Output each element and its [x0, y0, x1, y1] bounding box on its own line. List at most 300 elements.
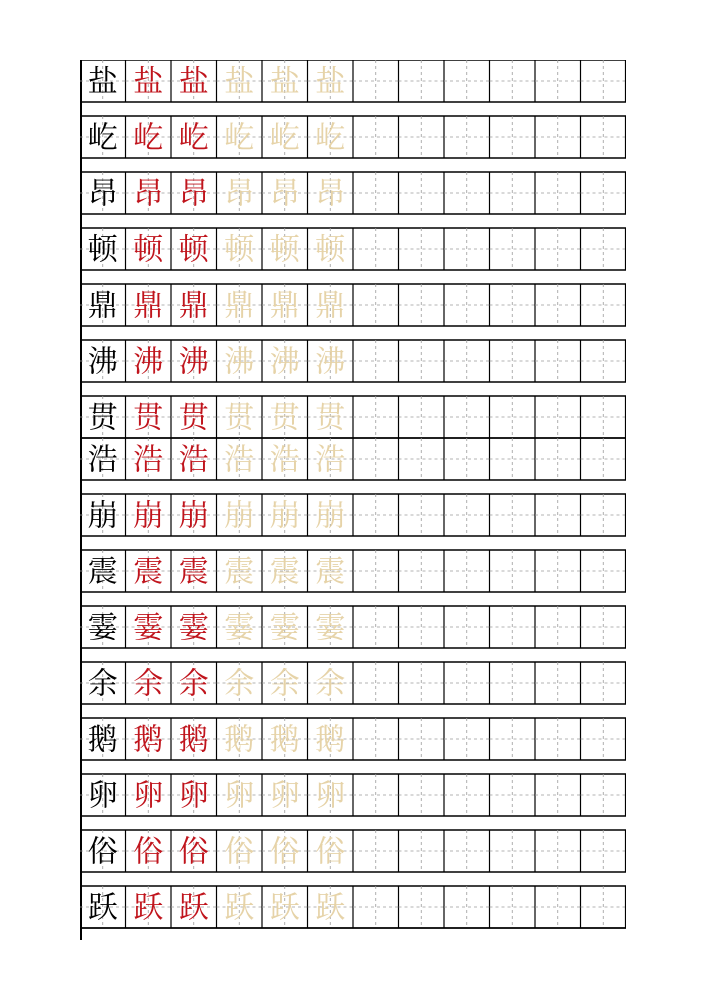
trace-character: 盐 — [224, 64, 255, 100]
grid-cell — [308, 550, 354, 592]
grid-cell — [308, 438, 354, 480]
grid-cell — [262, 886, 308, 928]
red-example-character: 贯 — [178, 400, 209, 436]
model-character: 鹅 — [87, 722, 118, 758]
model-character: 崩 — [87, 498, 118, 534]
grid-cell — [262, 718, 308, 760]
grid-cell — [80, 606, 126, 648]
grid-cell — [444, 830, 490, 872]
grid-cell — [171, 886, 217, 928]
grid-cell — [217, 228, 263, 270]
grid-cell — [399, 830, 445, 872]
grid-cell — [353, 340, 399, 382]
grid-cell — [490, 172, 536, 214]
grid-cell — [171, 550, 217, 592]
red-example-character: 卵 — [133, 778, 164, 814]
trace-character: 顿 — [224, 232, 255, 268]
grid-cell — [535, 284, 581, 326]
red-example-character: 屹 — [133, 120, 164, 156]
red-example-character: 震 — [133, 554, 164, 590]
practice-row — [80, 606, 626, 648]
grid-cell — [171, 494, 217, 536]
grid-cell — [353, 228, 399, 270]
trace-character: 盐 — [269, 64, 300, 100]
trace-character: 顿 — [315, 232, 346, 268]
red-example-character: 屹 — [178, 120, 209, 156]
practice-row — [80, 172, 626, 214]
grid-cell — [399, 550, 445, 592]
practice-row — [80, 774, 626, 816]
grid-cell — [80, 886, 126, 928]
grid-cell — [535, 774, 581, 816]
trace-character: 盐 — [315, 64, 346, 100]
trace-character: 屹 — [224, 120, 255, 156]
red-example-character: 顿 — [133, 232, 164, 268]
grid-cell — [80, 494, 126, 536]
grid-cell — [444, 396, 490, 438]
grid-cell — [581, 340, 627, 382]
grid-cell — [217, 172, 263, 214]
grid-cell — [171, 662, 217, 704]
grid-cell — [262, 438, 308, 480]
model-character: 顿 — [87, 232, 118, 268]
trace-character: 鹅 — [224, 722, 255, 758]
grid-cell — [535, 718, 581, 760]
grid-cell — [80, 60, 126, 102]
red-example-character: 余 — [133, 666, 164, 702]
grid-cell — [308, 774, 354, 816]
grid-cell — [581, 830, 627, 872]
trace-character: 震 — [224, 554, 255, 590]
grid-cell — [217, 886, 263, 928]
grid-svg — [80, 60, 626, 940]
grid-cell — [126, 340, 172, 382]
grid-cell — [171, 172, 217, 214]
trace-character: 霎 — [224, 610, 255, 646]
trace-character: 沸 — [224, 344, 255, 380]
grid-cell — [399, 494, 445, 536]
grid-cell — [490, 606, 536, 648]
model-character: 鼎 — [87, 288, 118, 324]
grid-cell — [262, 774, 308, 816]
grid-cell — [308, 60, 354, 102]
red-example-character: 昂 — [133, 176, 164, 212]
red-example-character: 鼎 — [178, 288, 209, 324]
practice-sheet — [80, 60, 626, 940]
grid-cell — [399, 60, 445, 102]
grid-cell — [353, 60, 399, 102]
grid-cell — [581, 550, 627, 592]
grid-cell — [490, 228, 536, 270]
grid-cell — [217, 718, 263, 760]
grid-cell — [262, 60, 308, 102]
red-example-character: 俗 — [133, 834, 164, 870]
grid-cell — [308, 116, 354, 158]
grid-cell — [80, 774, 126, 816]
grid-cell — [80, 228, 126, 270]
grid-cell — [490, 830, 536, 872]
trace-character: 俗 — [224, 834, 255, 870]
practice-row — [80, 662, 626, 704]
grid-cell — [490, 396, 536, 438]
practice-row — [80, 60, 626, 102]
grid-cell — [490, 718, 536, 760]
grid-cell — [490, 550, 536, 592]
trace-character: 俗 — [269, 834, 300, 870]
red-example-character: 鹅 — [178, 722, 209, 758]
grid-cell — [308, 172, 354, 214]
practice-row — [80, 438, 626, 480]
grid-cell — [353, 606, 399, 648]
trace-character: 贯 — [224, 400, 255, 436]
grid-cell — [535, 340, 581, 382]
grid-cell — [217, 60, 263, 102]
grid-cell — [80, 830, 126, 872]
practice-row — [80, 550, 626, 592]
red-example-character: 鼎 — [133, 288, 164, 324]
grid-cell — [308, 886, 354, 928]
grid-cell — [353, 172, 399, 214]
grid-cell — [262, 606, 308, 648]
grid-cell — [80, 718, 126, 760]
trace-character: 浩 — [224, 442, 255, 478]
trace-character: 霎 — [315, 610, 346, 646]
grid-cell — [80, 284, 126, 326]
practice-row — [80, 116, 626, 158]
grid-cell — [217, 774, 263, 816]
model-character: 跃 — [87, 890, 118, 926]
grid-cell — [399, 438, 445, 480]
practice-row — [80, 494, 626, 536]
grid-cell — [581, 284, 627, 326]
grid-cell — [353, 494, 399, 536]
grid-cell — [308, 284, 354, 326]
grid-cell — [535, 494, 581, 536]
grid-cell — [126, 774, 172, 816]
grid-cell — [171, 438, 217, 480]
grid-cell — [535, 396, 581, 438]
grid-cell — [262, 172, 308, 214]
trace-character: 浩 — [269, 442, 300, 478]
grid-cell — [399, 718, 445, 760]
grid-cell — [581, 606, 627, 648]
trace-character: 鹅 — [315, 722, 346, 758]
model-character: 霎 — [87, 610, 118, 646]
grid-cell — [171, 60, 217, 102]
trace-character: 昂 — [269, 176, 300, 212]
grid-cell — [581, 718, 627, 760]
grid-cell — [126, 494, 172, 536]
grid-cell — [581, 886, 627, 928]
trace-character: 跃 — [224, 890, 255, 926]
grid-cell — [171, 396, 217, 438]
trace-character: 余 — [315, 666, 346, 702]
grid-cell — [171, 718, 217, 760]
grid-cell — [581, 438, 627, 480]
trace-character: 俗 — [315, 834, 346, 870]
red-example-character: 沸 — [133, 344, 164, 380]
grid-cell — [444, 550, 490, 592]
red-example-character: 沸 — [178, 344, 209, 380]
red-example-character: 浩 — [178, 442, 209, 478]
grid-cell — [535, 550, 581, 592]
grid-cell — [353, 550, 399, 592]
trace-character: 崩 — [269, 498, 300, 534]
trace-character: 跃 — [269, 890, 300, 926]
grid-cell — [399, 172, 445, 214]
grid-cell — [490, 60, 536, 102]
trace-character: 贯 — [315, 400, 346, 436]
grid-cell — [444, 494, 490, 536]
trace-character: 跃 — [315, 890, 346, 926]
grid-cell — [171, 284, 217, 326]
red-example-character: 鹅 — [133, 722, 164, 758]
trace-character: 余 — [224, 666, 255, 702]
grid-cell — [444, 340, 490, 382]
grid-cell — [171, 228, 217, 270]
grid-cell — [126, 606, 172, 648]
grid-cell — [490, 116, 536, 158]
practice-row — [80, 284, 626, 326]
grid-cell — [581, 60, 627, 102]
grid-cell — [308, 494, 354, 536]
trace-character: 顿 — [269, 232, 300, 268]
trace-character: 鹅 — [269, 722, 300, 758]
grid-cell — [444, 662, 490, 704]
grid-cell — [126, 284, 172, 326]
grid-cell — [399, 116, 445, 158]
grid-cell — [444, 606, 490, 648]
grid-cell — [171, 606, 217, 648]
grid-cell — [80, 550, 126, 592]
model-character: 昂 — [87, 176, 118, 212]
grid-cell — [217, 116, 263, 158]
trace-character: 浩 — [315, 442, 346, 478]
trace-character: 卵 — [269, 778, 300, 814]
grid-cell — [353, 438, 399, 480]
red-example-character: 跃 — [133, 890, 164, 926]
grid-cell — [262, 830, 308, 872]
grid-cell — [353, 886, 399, 928]
grid-cell — [490, 340, 536, 382]
grid-cell — [262, 662, 308, 704]
grid-cell — [399, 886, 445, 928]
grid-cell — [444, 172, 490, 214]
grid-cell — [444, 774, 490, 816]
grid-cell — [535, 228, 581, 270]
grid-cell — [535, 438, 581, 480]
grid-cell — [80, 340, 126, 382]
red-example-character: 浩 — [133, 442, 164, 478]
model-character: 浩 — [87, 442, 118, 478]
grid-cell — [535, 662, 581, 704]
red-example-character: 盐 — [133, 64, 164, 100]
trace-character: 余 — [269, 666, 300, 702]
practice-row — [80, 886, 626, 928]
grid-cell — [171, 116, 217, 158]
grid-cell — [535, 172, 581, 214]
practice-row — [80, 830, 626, 872]
grid-cell — [490, 284, 536, 326]
red-example-character: 霎 — [178, 610, 209, 646]
grid-cell — [490, 886, 536, 928]
grid-cell — [535, 830, 581, 872]
grid-cell — [535, 606, 581, 648]
trace-character: 震 — [269, 554, 300, 590]
grid-cell — [353, 396, 399, 438]
grid-cell — [217, 284, 263, 326]
grid-cell — [126, 396, 172, 438]
grid-cell — [353, 830, 399, 872]
trace-character: 鼎 — [224, 288, 255, 324]
red-example-character: 震 — [178, 554, 209, 590]
grid-cell — [444, 718, 490, 760]
grid-cell — [308, 718, 354, 760]
grid-cell — [353, 774, 399, 816]
grid-cell — [399, 284, 445, 326]
red-example-character: 霎 — [133, 610, 164, 646]
grid-cell — [126, 172, 172, 214]
grid-cell — [399, 774, 445, 816]
grid-cell — [126, 718, 172, 760]
grid-cell — [126, 830, 172, 872]
model-character: 盐 — [87, 64, 118, 100]
grid-cell — [217, 340, 263, 382]
trace-character: 崩 — [315, 498, 346, 534]
practice-row — [80, 396, 626, 438]
grid-cell — [444, 228, 490, 270]
practice-row — [80, 718, 626, 760]
grid-cell — [490, 662, 536, 704]
grid-cell — [353, 662, 399, 704]
red-example-character: 贯 — [133, 400, 164, 436]
grid-cell — [399, 340, 445, 382]
grid-cell — [171, 830, 217, 872]
grid-cell — [126, 662, 172, 704]
grid-cell — [126, 550, 172, 592]
red-example-character: 崩 — [178, 498, 209, 534]
trace-character: 屹 — [269, 120, 300, 156]
grid-cell — [353, 116, 399, 158]
grid-cell — [399, 228, 445, 270]
grid-cell — [126, 116, 172, 158]
grid-cell — [353, 284, 399, 326]
model-character: 屹 — [87, 120, 118, 156]
red-example-character: 昂 — [178, 176, 209, 212]
grid-cell — [217, 550, 263, 592]
grid-cell — [490, 438, 536, 480]
model-character: 俗 — [87, 834, 118, 870]
grid-cell — [535, 116, 581, 158]
grid-cell — [217, 438, 263, 480]
trace-character: 卵 — [224, 778, 255, 814]
grid-cell — [80, 116, 126, 158]
red-example-character: 卵 — [178, 778, 209, 814]
red-example-character: 崩 — [133, 498, 164, 534]
trace-character: 贯 — [269, 400, 300, 436]
grid-cell — [262, 228, 308, 270]
grid-cell — [444, 60, 490, 102]
grid-cell — [399, 396, 445, 438]
grid-cell — [80, 172, 126, 214]
grid-cell — [217, 830, 263, 872]
model-character: 沸 — [87, 344, 118, 380]
grid-cell — [444, 116, 490, 158]
trace-character: 霎 — [269, 610, 300, 646]
grid-cell — [581, 228, 627, 270]
model-character: 贯 — [87, 400, 118, 436]
trace-character: 鼎 — [315, 288, 346, 324]
trace-character: 震 — [315, 554, 346, 590]
red-example-character: 俗 — [178, 834, 209, 870]
grid-cell — [80, 662, 126, 704]
grid-cell — [126, 438, 172, 480]
grid-cell — [353, 718, 399, 760]
grid-cell — [308, 340, 354, 382]
grid-cell — [308, 606, 354, 648]
red-example-character: 跃 — [178, 890, 209, 926]
grid-cell — [581, 116, 627, 158]
model-character: 卵 — [87, 778, 118, 814]
grid-cell — [490, 774, 536, 816]
trace-character: 沸 — [269, 344, 300, 380]
red-example-character: 顿 — [178, 232, 209, 268]
grid-cell — [581, 172, 627, 214]
grid-cell — [217, 662, 263, 704]
grid-cell — [399, 606, 445, 648]
trace-character: 沸 — [315, 344, 346, 380]
grid-cell — [581, 774, 627, 816]
grid-cell — [581, 662, 627, 704]
model-character: 震 — [87, 554, 118, 590]
grid-cell — [171, 340, 217, 382]
grid-cell — [444, 886, 490, 928]
grid-cell — [262, 340, 308, 382]
trace-character: 屹 — [315, 120, 346, 156]
trace-character: 鼎 — [269, 288, 300, 324]
grid-cell — [399, 662, 445, 704]
grid-cell — [217, 494, 263, 536]
grid-cell — [262, 550, 308, 592]
grid-cell — [535, 886, 581, 928]
grid-cell — [535, 60, 581, 102]
trace-character: 卵 — [315, 778, 346, 814]
grid-cell — [308, 830, 354, 872]
grid-cell — [262, 396, 308, 438]
red-example-character: 盐 — [178, 64, 209, 100]
grid-cell — [171, 774, 217, 816]
practice-row — [80, 228, 626, 270]
model-character: 余 — [87, 666, 118, 702]
grid-cell — [217, 396, 263, 438]
grid-cell — [308, 662, 354, 704]
grid-cell — [217, 606, 263, 648]
practice-row — [80, 340, 626, 382]
grid-cell — [308, 396, 354, 438]
grid-cell — [444, 284, 490, 326]
grid-cell — [262, 116, 308, 158]
grid-cell — [126, 60, 172, 102]
trace-character: 昂 — [315, 176, 346, 212]
grid-cell — [581, 494, 627, 536]
grid-cell — [126, 886, 172, 928]
trace-character: 崩 — [224, 498, 255, 534]
grid-cell — [308, 228, 354, 270]
grid-cell — [490, 494, 536, 536]
red-example-character: 余 — [178, 666, 209, 702]
grid-cell — [80, 396, 126, 438]
grid-cell — [80, 438, 126, 480]
